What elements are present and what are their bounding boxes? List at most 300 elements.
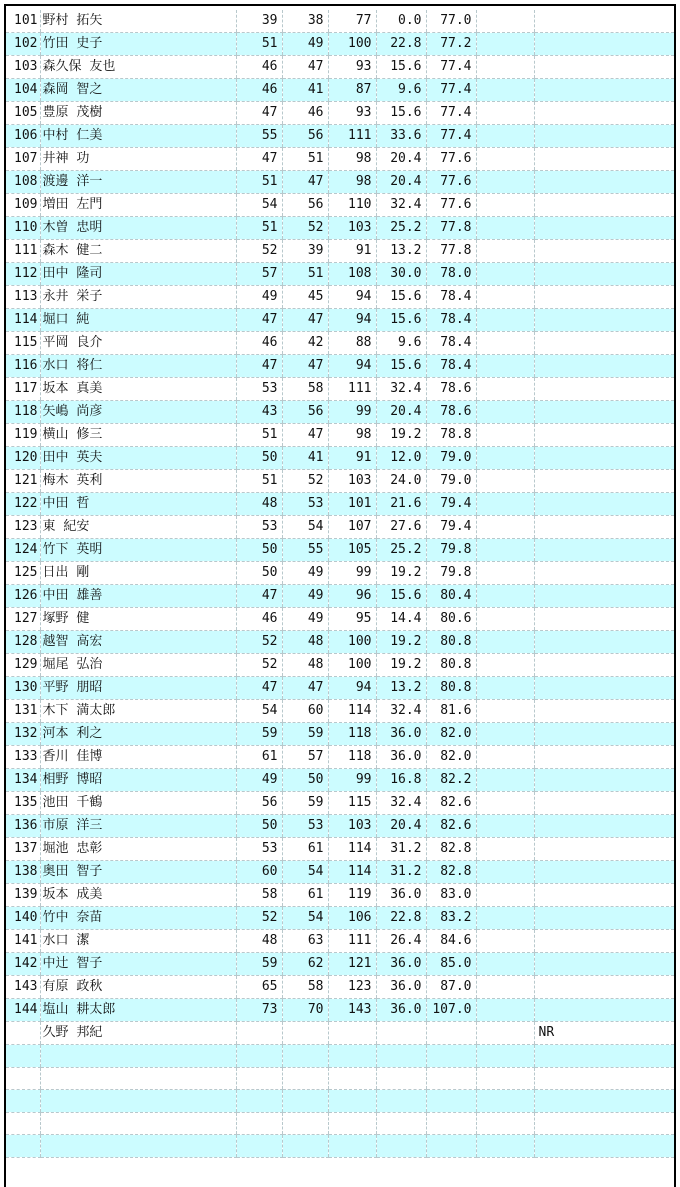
player-name-cell: 森岡 智之 bbox=[40, 79, 236, 102]
rank-cell bbox=[6, 1090, 40, 1113]
player-name-cell: 池田 千鶴 bbox=[40, 792, 236, 815]
table-row bbox=[6, 539, 674, 562]
table-row bbox=[6, 79, 674, 102]
note-cell bbox=[534, 401, 674, 424]
handicap-cell: 32.4 bbox=[376, 378, 426, 401]
handicap-cell: 22.8 bbox=[376, 907, 426, 930]
player-name-cell: 塩山 耕太郎 bbox=[40, 999, 236, 1022]
table-row bbox=[6, 654, 674, 677]
handicap-cell bbox=[376, 1090, 426, 1113]
handicap-cell: 19.2 bbox=[376, 631, 426, 654]
empty-cell bbox=[476, 999, 534, 1022]
empty-cell bbox=[476, 792, 534, 815]
empty-cell bbox=[476, 1067, 534, 1090]
out-score-cell: 52 bbox=[236, 654, 282, 677]
note-cell bbox=[534, 769, 674, 792]
table-row bbox=[6, 1067, 674, 1090]
empty-cell bbox=[476, 401, 534, 424]
rank-cell: 136 bbox=[6, 815, 40, 838]
gross-score-cell: 107 bbox=[328, 516, 376, 539]
table-row bbox=[6, 148, 674, 171]
in-score-cell: 49 bbox=[282, 608, 328, 631]
note-cell bbox=[534, 838, 674, 861]
in-score-cell: 47 bbox=[282, 424, 328, 447]
net-score-cell: 82.6 bbox=[426, 792, 476, 815]
player-name-cell bbox=[40, 1090, 236, 1113]
rank-cell: 113 bbox=[6, 286, 40, 309]
empty-cell bbox=[476, 217, 534, 240]
player-name-cell: 東 紀安 bbox=[40, 516, 236, 539]
rank-cell: 104 bbox=[6, 79, 40, 102]
in-score-cell: 47 bbox=[282, 171, 328, 194]
gross-score-cell: 111 bbox=[328, 125, 376, 148]
note-cell bbox=[534, 815, 674, 838]
results-table-body bbox=[6, 10, 674, 1158]
rank-cell: 118 bbox=[6, 401, 40, 424]
empty-cell bbox=[476, 102, 534, 125]
rank-cell: 102 bbox=[6, 33, 40, 56]
handicap-cell: 13.2 bbox=[376, 677, 426, 700]
net-score-cell: 79.0 bbox=[426, 470, 476, 493]
empty-cell bbox=[476, 516, 534, 539]
net-score-cell: 77.8 bbox=[426, 240, 476, 263]
rank-cell: 135 bbox=[6, 792, 40, 815]
handicap-cell: 15.6 bbox=[376, 355, 426, 378]
out-score-cell: 47 bbox=[236, 677, 282, 700]
handicap-cell: 33.6 bbox=[376, 125, 426, 148]
empty-cell bbox=[476, 56, 534, 79]
table-row bbox=[6, 930, 674, 953]
handicap-cell: 15.6 bbox=[376, 309, 426, 332]
player-name-cell: 堀口 純 bbox=[40, 309, 236, 332]
net-score-cell: 107.0 bbox=[426, 999, 476, 1022]
out-score-cell: 51 bbox=[236, 217, 282, 240]
handicap-cell: 15.6 bbox=[376, 56, 426, 79]
in-score-cell: 70 bbox=[282, 999, 328, 1022]
gross-score-cell: 111 bbox=[328, 378, 376, 401]
handicap-cell: 20.4 bbox=[376, 171, 426, 194]
out-score-cell: 43 bbox=[236, 401, 282, 424]
handicap-cell: 15.6 bbox=[376, 286, 426, 309]
out-score-cell bbox=[236, 1112, 282, 1135]
in-score-cell bbox=[282, 1112, 328, 1135]
net-score-cell: 83.0 bbox=[426, 884, 476, 907]
net-score-cell bbox=[426, 1045, 476, 1068]
rank-cell: 111 bbox=[6, 240, 40, 263]
table-row bbox=[6, 56, 674, 79]
out-score-cell: 47 bbox=[236, 309, 282, 332]
gross-score-cell: 99 bbox=[328, 401, 376, 424]
rank-cell: 142 bbox=[6, 953, 40, 976]
note-cell bbox=[534, 1135, 674, 1158]
out-score-cell: 52 bbox=[236, 240, 282, 263]
out-score-cell: 49 bbox=[236, 769, 282, 792]
table-row bbox=[6, 378, 674, 401]
empty-cell bbox=[476, 976, 534, 999]
note-cell bbox=[534, 10, 674, 33]
handicap-cell: 19.2 bbox=[376, 562, 426, 585]
rank-cell bbox=[6, 1045, 40, 1068]
player-name-cell: 平野 朋昭 bbox=[40, 677, 236, 700]
empty-cell bbox=[476, 907, 534, 930]
empty-cell bbox=[476, 240, 534, 263]
handicap-cell: 19.2 bbox=[376, 424, 426, 447]
table-row bbox=[6, 838, 674, 861]
rank-cell bbox=[6, 1135, 40, 1158]
rank-cell: 114 bbox=[6, 309, 40, 332]
out-score-cell: 50 bbox=[236, 815, 282, 838]
net-score-cell: 79.4 bbox=[426, 493, 476, 516]
empty-cell bbox=[476, 1090, 534, 1113]
note-cell bbox=[534, 516, 674, 539]
table-row bbox=[6, 608, 674, 631]
player-name-cell: 平岡 良介 bbox=[40, 332, 236, 355]
player-name-cell: 森木 健二 bbox=[40, 240, 236, 263]
in-score-cell: 57 bbox=[282, 746, 328, 769]
table-row bbox=[6, 33, 674, 56]
rank-cell: 138 bbox=[6, 861, 40, 884]
note-cell bbox=[534, 861, 674, 884]
empty-cell bbox=[476, 470, 534, 493]
net-score-cell: 84.6 bbox=[426, 930, 476, 953]
out-score-cell: 46 bbox=[236, 608, 282, 631]
player-name-cell: 中田 雄善 bbox=[40, 585, 236, 608]
rank-cell: 139 bbox=[6, 884, 40, 907]
out-score-cell: 50 bbox=[236, 539, 282, 562]
empty-cell bbox=[476, 1045, 534, 1068]
in-score-cell: 52 bbox=[282, 470, 328, 493]
rank-cell: 121 bbox=[6, 470, 40, 493]
gross-score-cell bbox=[328, 1045, 376, 1068]
rank-cell: 117 bbox=[6, 378, 40, 401]
handicap-cell: 21.6 bbox=[376, 493, 426, 516]
gross-score-cell: 121 bbox=[328, 953, 376, 976]
out-score-cell: 47 bbox=[236, 355, 282, 378]
in-score-cell bbox=[282, 1045, 328, 1068]
gross-score-cell: 118 bbox=[328, 746, 376, 769]
table-row bbox=[6, 1090, 674, 1113]
in-score-cell: 52 bbox=[282, 217, 328, 240]
table-row bbox=[6, 424, 674, 447]
net-score-cell: 77.4 bbox=[426, 79, 476, 102]
empty-cell bbox=[476, 562, 534, 585]
in-score-cell: 54 bbox=[282, 861, 328, 884]
in-score-cell: 51 bbox=[282, 148, 328, 171]
net-score-cell: 80.8 bbox=[426, 631, 476, 654]
note-cell bbox=[534, 746, 674, 769]
empty-cell bbox=[476, 861, 534, 884]
empty-cell bbox=[476, 424, 534, 447]
net-score-cell: 77.8 bbox=[426, 217, 476, 240]
in-score-cell: 51 bbox=[282, 263, 328, 286]
gross-score-cell: 110 bbox=[328, 194, 376, 217]
note-cell bbox=[534, 608, 674, 631]
in-score-cell: 53 bbox=[282, 493, 328, 516]
table-row bbox=[6, 171, 674, 194]
empty-cell bbox=[476, 631, 534, 654]
table-row bbox=[6, 286, 674, 309]
player-name-cell bbox=[40, 1067, 236, 1090]
gross-score-cell: 108 bbox=[328, 263, 376, 286]
handicap-cell: 25.2 bbox=[376, 539, 426, 562]
in-score-cell: 41 bbox=[282, 79, 328, 102]
gross-score-cell: 100 bbox=[328, 631, 376, 654]
note-cell bbox=[534, 562, 674, 585]
out-score-cell: 46 bbox=[236, 79, 282, 102]
net-score-cell: 78.8 bbox=[426, 424, 476, 447]
player-name-cell bbox=[40, 1112, 236, 1135]
table-row bbox=[6, 792, 674, 815]
player-name-cell: 中村 仁美 bbox=[40, 125, 236, 148]
out-score-cell: 51 bbox=[236, 171, 282, 194]
note-cell bbox=[534, 631, 674, 654]
in-score-cell: 59 bbox=[282, 792, 328, 815]
empty-cell bbox=[476, 815, 534, 838]
gross-score-cell: 98 bbox=[328, 424, 376, 447]
gross-score-cell: 91 bbox=[328, 240, 376, 263]
in-score-cell: 62 bbox=[282, 953, 328, 976]
net-score-cell: 83.2 bbox=[426, 907, 476, 930]
gross-score-cell: 114 bbox=[328, 861, 376, 884]
out-score-cell: 52 bbox=[236, 631, 282, 654]
in-score-cell: 60 bbox=[282, 700, 328, 723]
table-row bbox=[6, 102, 674, 125]
player-name-cell: 竹田 史子 bbox=[40, 33, 236, 56]
in-score-cell: 50 bbox=[282, 769, 328, 792]
note-cell bbox=[534, 309, 674, 332]
note-cell bbox=[534, 424, 674, 447]
in-score-cell: 49 bbox=[282, 562, 328, 585]
net-score-cell: 77.0 bbox=[426, 10, 476, 33]
gross-score-cell: 105 bbox=[328, 539, 376, 562]
empty-cell bbox=[476, 378, 534, 401]
empty-cell bbox=[476, 33, 534, 56]
empty-cell bbox=[476, 493, 534, 516]
handicap-cell: 20.4 bbox=[376, 148, 426, 171]
table-row bbox=[6, 217, 674, 240]
results-table bbox=[6, 10, 674, 1158]
net-score-cell: 80.6 bbox=[426, 608, 476, 631]
player-name-cell: 豊原 茂樹 bbox=[40, 102, 236, 125]
empty-cell bbox=[476, 930, 534, 953]
gross-score-cell: 100 bbox=[328, 654, 376, 677]
handicap-cell: 32.4 bbox=[376, 792, 426, 815]
gross-score-cell: 115 bbox=[328, 792, 376, 815]
net-score-cell: 78.4 bbox=[426, 309, 476, 332]
note-cell bbox=[534, 884, 674, 907]
in-score-cell: 38 bbox=[282, 10, 328, 33]
out-score-cell: 50 bbox=[236, 447, 282, 470]
in-score-cell: 45 bbox=[282, 286, 328, 309]
table-row bbox=[6, 355, 674, 378]
rank-cell: 131 bbox=[6, 700, 40, 723]
handicap-cell: 15.6 bbox=[376, 585, 426, 608]
out-score-cell bbox=[236, 1067, 282, 1090]
table-row bbox=[6, 1135, 674, 1158]
net-score-cell: 78.4 bbox=[426, 355, 476, 378]
rank-cell: 107 bbox=[6, 148, 40, 171]
empty-cell bbox=[476, 194, 534, 217]
empty-cell bbox=[476, 286, 534, 309]
handicap-cell: 31.2 bbox=[376, 861, 426, 884]
net-score-cell: 87.0 bbox=[426, 976, 476, 999]
in-score-cell: 61 bbox=[282, 838, 328, 861]
net-score-cell: 79.4 bbox=[426, 516, 476, 539]
table-row bbox=[6, 677, 674, 700]
note-cell bbox=[534, 654, 674, 677]
rank-cell: 130 bbox=[6, 677, 40, 700]
empty-cell bbox=[476, 332, 534, 355]
player-name-cell: 有原 政秋 bbox=[40, 976, 236, 999]
handicap-cell: 36.0 bbox=[376, 723, 426, 746]
in-score-cell: 55 bbox=[282, 539, 328, 562]
player-name-cell: 越智 高宏 bbox=[40, 631, 236, 654]
table-row bbox=[6, 815, 674, 838]
empty-cell bbox=[476, 263, 534, 286]
handicap-cell: 31.2 bbox=[376, 838, 426, 861]
table-row bbox=[6, 884, 674, 907]
player-name-cell: 日出 剛 bbox=[40, 562, 236, 585]
table-row bbox=[6, 999, 674, 1022]
gross-score-cell: 106 bbox=[328, 907, 376, 930]
table-row bbox=[6, 562, 674, 585]
net-score-cell: 77.4 bbox=[426, 56, 476, 79]
net-score-cell: 78.6 bbox=[426, 378, 476, 401]
in-score-cell: 54 bbox=[282, 907, 328, 930]
in-score-cell: 46 bbox=[282, 102, 328, 125]
player-name-cell: 横山 修三 bbox=[40, 424, 236, 447]
player-name-cell: 井神 功 bbox=[40, 148, 236, 171]
player-name-cell: 永井 栄子 bbox=[40, 286, 236, 309]
net-score-cell: 82.6 bbox=[426, 815, 476, 838]
empty-cell bbox=[476, 1022, 534, 1045]
gross-score-cell: 114 bbox=[328, 838, 376, 861]
rank-cell: 109 bbox=[6, 194, 40, 217]
net-score-cell: 79.8 bbox=[426, 539, 476, 562]
table-row bbox=[6, 700, 674, 723]
in-score-cell: 47 bbox=[282, 677, 328, 700]
note-cell bbox=[534, 585, 674, 608]
out-score-cell: 48 bbox=[236, 493, 282, 516]
handicap-cell: 15.6 bbox=[376, 102, 426, 125]
rank-cell: 133 bbox=[6, 746, 40, 769]
table-row bbox=[6, 263, 674, 286]
table-row bbox=[6, 447, 674, 470]
rank-cell: 127 bbox=[6, 608, 40, 631]
rank-cell: 143 bbox=[6, 976, 40, 999]
rank-cell: 115 bbox=[6, 332, 40, 355]
table-row bbox=[6, 1022, 674, 1045]
handicap-cell bbox=[376, 1112, 426, 1135]
note-cell bbox=[534, 79, 674, 102]
gross-score-cell: 96 bbox=[328, 585, 376, 608]
in-score-cell: 49 bbox=[282, 33, 328, 56]
note-cell bbox=[534, 447, 674, 470]
gross-score-cell: 100 bbox=[328, 33, 376, 56]
net-score-cell: 82.2 bbox=[426, 769, 476, 792]
player-name-cell: 中田 哲 bbox=[40, 493, 236, 516]
player-name-cell: 竹中 奈苗 bbox=[40, 907, 236, 930]
empty-cell bbox=[476, 769, 534, 792]
note-cell bbox=[534, 263, 674, 286]
note-cell bbox=[534, 1067, 674, 1090]
net-score-cell: 80.8 bbox=[426, 654, 476, 677]
in-score-cell: 41 bbox=[282, 447, 328, 470]
note-cell bbox=[534, 125, 674, 148]
handicap-cell: 36.0 bbox=[376, 884, 426, 907]
gross-score-cell bbox=[328, 1090, 376, 1113]
in-score-cell: 42 bbox=[282, 332, 328, 355]
handicap-cell bbox=[376, 1067, 426, 1090]
in-score-cell bbox=[282, 1022, 328, 1045]
note-cell bbox=[534, 723, 674, 746]
handicap-cell: 32.4 bbox=[376, 194, 426, 217]
note-cell bbox=[534, 171, 674, 194]
rank-cell: 128 bbox=[6, 631, 40, 654]
note-cell bbox=[534, 539, 674, 562]
gross-score-cell bbox=[328, 1022, 376, 1045]
rank-cell: 134 bbox=[6, 769, 40, 792]
table-row bbox=[6, 125, 674, 148]
handicap-cell: 20.4 bbox=[376, 401, 426, 424]
gross-score-cell: 88 bbox=[328, 332, 376, 355]
rank-cell: 110 bbox=[6, 217, 40, 240]
net-score-cell: 77.6 bbox=[426, 171, 476, 194]
gross-score-cell: 103 bbox=[328, 217, 376, 240]
note-cell bbox=[534, 1090, 674, 1113]
rank-cell: 108 bbox=[6, 171, 40, 194]
rank-cell: 103 bbox=[6, 56, 40, 79]
table-row bbox=[6, 861, 674, 884]
out-score-cell: 58 bbox=[236, 884, 282, 907]
rank-cell: 126 bbox=[6, 585, 40, 608]
note-cell bbox=[534, 194, 674, 217]
player-name-cell: 相野 博昭 bbox=[40, 769, 236, 792]
handicap-cell: 30.0 bbox=[376, 263, 426, 286]
note-cell bbox=[534, 930, 674, 953]
net-score-cell: 80.4 bbox=[426, 585, 476, 608]
handicap-cell: 9.6 bbox=[376, 332, 426, 355]
in-score-cell bbox=[282, 1135, 328, 1158]
empty-cell bbox=[476, 700, 534, 723]
handicap-cell: 26.4 bbox=[376, 930, 426, 953]
out-score-cell: 47 bbox=[236, 102, 282, 125]
handicap-cell: 9.6 bbox=[376, 79, 426, 102]
note-cell bbox=[534, 677, 674, 700]
note-cell: NR bbox=[534, 1022, 674, 1045]
player-name-cell: 市原 洋三 bbox=[40, 815, 236, 838]
net-score-cell: 78.4 bbox=[426, 286, 476, 309]
in-score-cell: 59 bbox=[282, 723, 328, 746]
empty-cell bbox=[476, 355, 534, 378]
handicap-cell: 20.4 bbox=[376, 815, 426, 838]
out-score-cell: 46 bbox=[236, 56, 282, 79]
handicap-cell bbox=[376, 1045, 426, 1068]
note-cell bbox=[534, 355, 674, 378]
net-score-cell: 79.8 bbox=[426, 562, 476, 585]
net-score-cell bbox=[426, 1112, 476, 1135]
out-score-cell: 73 bbox=[236, 999, 282, 1022]
rank-cell bbox=[6, 1067, 40, 1090]
out-score-cell bbox=[236, 1022, 282, 1045]
net-score-cell bbox=[426, 1067, 476, 1090]
player-name-cell: 水口 将仁 bbox=[40, 355, 236, 378]
handicap-cell: 19.2 bbox=[376, 654, 426, 677]
empty-cell bbox=[476, 838, 534, 861]
rank-cell: 125 bbox=[6, 562, 40, 585]
rank-cell: 116 bbox=[6, 355, 40, 378]
note-cell bbox=[534, 56, 674, 79]
